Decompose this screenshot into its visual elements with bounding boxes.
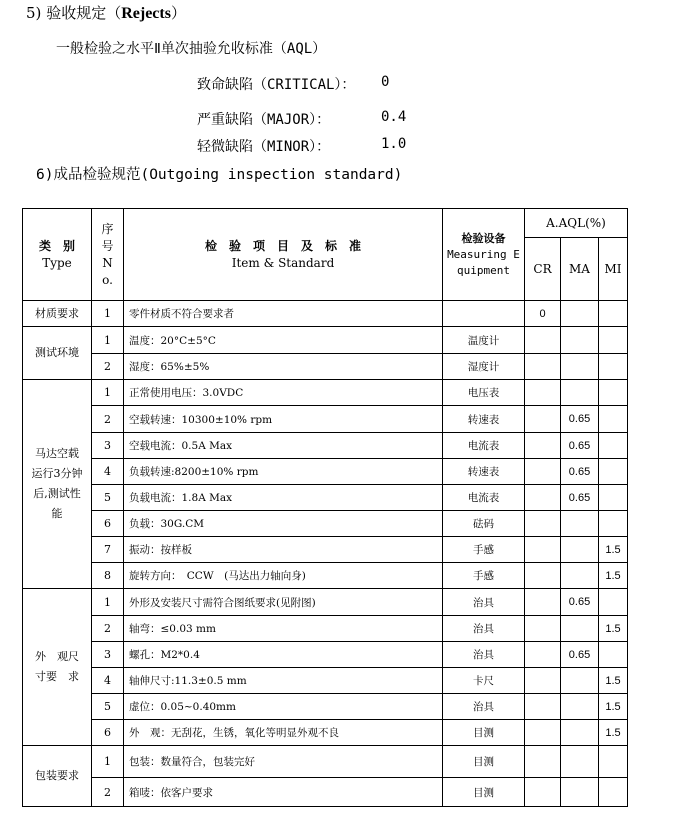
item-cell: 旋转方向： CCW (马达出力轴向身) xyxy=(124,563,443,589)
cr-cell xyxy=(525,746,561,778)
ma-cell: 0.65 xyxy=(561,589,599,616)
rejects-heading xyxy=(26,2,186,23)
table-row xyxy=(23,406,628,433)
header-item: 检 验 项 目 及 标 准 Item & Standard xyxy=(124,209,443,301)
cr-cell xyxy=(525,406,561,433)
mi-cell xyxy=(599,746,628,778)
no-cell: 4 xyxy=(92,459,124,485)
ma-cell xyxy=(561,511,599,537)
inspection-table xyxy=(22,208,628,807)
table-header-row xyxy=(23,209,628,238)
category-cell: 材质要求 xyxy=(23,301,92,327)
equipment-cell: 治具 xyxy=(443,642,525,668)
equipment-cell: 湿度计 xyxy=(443,354,525,380)
item-cell: 温度：20°C±5°C xyxy=(124,327,443,354)
no-cell: 5 xyxy=(92,694,124,720)
equipment-cell: 目测 xyxy=(443,746,525,778)
mi-cell xyxy=(599,433,628,459)
equipment-cell: 温度计 xyxy=(443,327,525,354)
equipment-cell: 电流表 xyxy=(443,433,525,459)
mi-cell: 1.5 xyxy=(599,563,628,589)
item-cell: 虚位：0.05~0.40mm xyxy=(124,694,443,720)
table-row xyxy=(23,642,628,668)
item-cell: 箱唛：依客户要求 xyxy=(124,778,443,807)
equipment-cell: 电流表 xyxy=(443,485,525,511)
mi-cell xyxy=(599,459,628,485)
aql-row-major xyxy=(197,109,407,129)
item-cell: 轴伸尺寸:11.3±0.5 mm xyxy=(124,668,443,694)
equipment-cell: 转速表 xyxy=(443,459,525,485)
aql-value: 0.4 xyxy=(381,109,407,125)
table-row xyxy=(23,668,628,694)
ma-cell xyxy=(561,354,599,380)
equipment-cell xyxy=(443,301,525,327)
rejects-title-en: Rejects xyxy=(121,5,171,22)
cr-cell: 0 xyxy=(525,301,561,327)
table-row xyxy=(23,589,628,616)
table-row xyxy=(23,327,628,354)
item-cell: 轴弯：≤0.03 mm xyxy=(124,616,443,642)
aql-label: 严重缺陷（MAJOR）： xyxy=(197,112,331,128)
outgoing-heading: 6)成品检验规范(Outgoing inspection standard) xyxy=(36,167,403,183)
ma-cell xyxy=(561,563,599,589)
header-category: 类 别 Type xyxy=(23,209,92,301)
mi-cell xyxy=(599,327,628,354)
ma-cell xyxy=(561,616,599,642)
item-cell: 空载转速：10300±10% rpm xyxy=(124,406,443,433)
equipment-cell: 目测 xyxy=(443,720,525,746)
ma-cell: 0.65 xyxy=(561,485,599,511)
item-cell: 外 观：无刮花，生锈，氧化等明显外观不良 xyxy=(124,720,443,746)
aql-row-minor xyxy=(197,136,407,156)
table-row xyxy=(23,778,628,807)
equipment-cell: 砝码 xyxy=(443,511,525,537)
cr-cell xyxy=(525,327,561,354)
item-cell: 振动：按样板 xyxy=(124,537,443,563)
rejects-number: 5) xyxy=(26,4,42,22)
table-row xyxy=(23,354,628,380)
aql-value: 0 xyxy=(381,74,390,90)
equipment-cell: 转速表 xyxy=(443,406,525,433)
ma-cell xyxy=(561,327,599,354)
equipment-cell: 手感 xyxy=(443,537,525,563)
category-cell: 马达空载运行3分钟后,测试性能 xyxy=(23,380,92,589)
cr-cell xyxy=(525,720,561,746)
equipment-cell: 治具 xyxy=(443,616,525,642)
category-cell: 包装要求 xyxy=(23,746,92,807)
mi-cell: 1.5 xyxy=(599,720,628,746)
header-cr: CR xyxy=(525,238,561,301)
item-cell: 零件材质不符合要求者 xyxy=(124,301,443,327)
table-row xyxy=(23,485,628,511)
rejects-title-cn: 验收规定（ xyxy=(46,4,122,22)
mi-cell xyxy=(599,406,628,433)
category-cell: 测试环境 xyxy=(23,327,92,380)
equipment-cell: 治具 xyxy=(443,694,525,720)
cr-cell xyxy=(525,642,561,668)
no-cell: 8 xyxy=(92,563,124,589)
cr-cell xyxy=(525,380,561,406)
no-cell: 2 xyxy=(92,778,124,807)
no-cell: 6 xyxy=(92,511,124,537)
item-cell: 包装：数量符合，包装完好 xyxy=(124,746,443,778)
rejects-title-close: ） xyxy=(170,4,186,22)
cr-cell xyxy=(525,511,561,537)
ma-cell xyxy=(561,694,599,720)
cr-cell xyxy=(525,354,561,380)
ma-cell xyxy=(561,380,599,406)
mi-cell: 1.5 xyxy=(599,668,628,694)
cr-cell xyxy=(525,589,561,616)
table-row xyxy=(23,380,628,406)
equipment-cell: 手感 xyxy=(443,563,525,589)
no-cell: 2 xyxy=(92,406,124,433)
ma-cell xyxy=(561,537,599,563)
cr-cell xyxy=(525,537,561,563)
item-cell: 负载转速:8200±10% rpm xyxy=(124,459,443,485)
table-row xyxy=(23,459,628,485)
mi-cell: 1.5 xyxy=(599,537,628,563)
ma-cell xyxy=(561,720,599,746)
ma-cell xyxy=(561,746,599,778)
item-cell: 正常使用电压：3.0VDC xyxy=(124,380,443,406)
equipment-cell: 治具 xyxy=(443,589,525,616)
mi-cell: 1.5 xyxy=(599,694,628,720)
equipment-cell: 目测 xyxy=(443,778,525,807)
ma-cell xyxy=(561,668,599,694)
equipment-cell: 卡尺 xyxy=(443,668,525,694)
table-row xyxy=(23,433,628,459)
cr-cell xyxy=(525,433,561,459)
ma-cell: 0.65 xyxy=(561,459,599,485)
header-no: 序号 No. xyxy=(92,209,124,301)
item-cell: 湿度：65%±5% xyxy=(124,354,443,380)
item-cell: 负载：30G.CM xyxy=(124,511,443,537)
cr-cell xyxy=(525,485,561,511)
aql-value: 1.0 xyxy=(381,136,407,152)
cr-cell xyxy=(525,616,561,642)
no-cell: 2 xyxy=(92,354,124,380)
no-cell: 4 xyxy=(92,668,124,694)
cr-cell xyxy=(525,459,561,485)
mi-cell xyxy=(599,354,628,380)
aql-label: 致命缺陷（CRITICAL）： xyxy=(197,77,356,93)
no-cell: 3 xyxy=(92,642,124,668)
item-cell: 螺孔：M2*0.4 xyxy=(124,642,443,668)
no-cell: 1 xyxy=(92,380,124,406)
mi-cell xyxy=(599,642,628,668)
mi-cell: 1.5 xyxy=(599,616,628,642)
no-cell: 2 xyxy=(92,616,124,642)
no-cell: 6 xyxy=(92,720,124,746)
no-cell: 1 xyxy=(92,327,124,354)
table-row xyxy=(23,746,628,778)
mi-cell xyxy=(599,301,628,327)
table-row xyxy=(23,563,628,589)
ma-cell xyxy=(561,301,599,327)
table-row xyxy=(23,720,628,746)
no-cell: 5 xyxy=(92,485,124,511)
ma-cell: 0.65 xyxy=(561,642,599,668)
no-cell: 7 xyxy=(92,537,124,563)
mi-cell xyxy=(599,778,628,807)
category-cell: 外 观尺 寸要 求 xyxy=(23,589,92,746)
cr-cell xyxy=(525,694,561,720)
cr-cell xyxy=(525,778,561,807)
item-cell: 空载电流：0.5A Max xyxy=(124,433,443,459)
mi-cell xyxy=(599,589,628,616)
item-cell: 外形及安装尺寸需符合图纸要求(见附图) xyxy=(124,589,443,616)
mi-cell xyxy=(599,485,628,511)
aql-title: 一般检验之水平Ⅱ单次抽验允收标准（AQL） xyxy=(56,41,327,57)
table-row xyxy=(23,694,628,720)
table-row xyxy=(23,537,628,563)
header-ma: MA xyxy=(561,238,599,301)
table-row xyxy=(23,616,628,642)
ma-cell xyxy=(561,778,599,807)
ma-cell: 0.65 xyxy=(561,406,599,433)
header-mi: MI xyxy=(599,238,628,301)
mi-cell xyxy=(599,511,628,537)
cr-cell xyxy=(525,563,561,589)
item-cell: 负载电流：1.8A Max xyxy=(124,485,443,511)
no-cell: 1 xyxy=(92,589,124,616)
aql-label: 轻微缺陷（MINOR）： xyxy=(197,139,331,155)
no-cell: 1 xyxy=(92,746,124,778)
ma-cell: 0.65 xyxy=(561,433,599,459)
equipment-cell: 电压表 xyxy=(443,380,525,406)
header-equipment: 检验设备 Measuring Equipment xyxy=(443,209,525,301)
table-row xyxy=(23,511,628,537)
table-row xyxy=(23,301,628,327)
header-aql: A.AQL(%) xyxy=(525,209,628,238)
no-cell: 1 xyxy=(92,301,124,327)
aql-row-critical xyxy=(197,74,390,94)
cr-cell xyxy=(525,668,561,694)
no-cell: 3 xyxy=(92,433,124,459)
mi-cell xyxy=(599,380,628,406)
